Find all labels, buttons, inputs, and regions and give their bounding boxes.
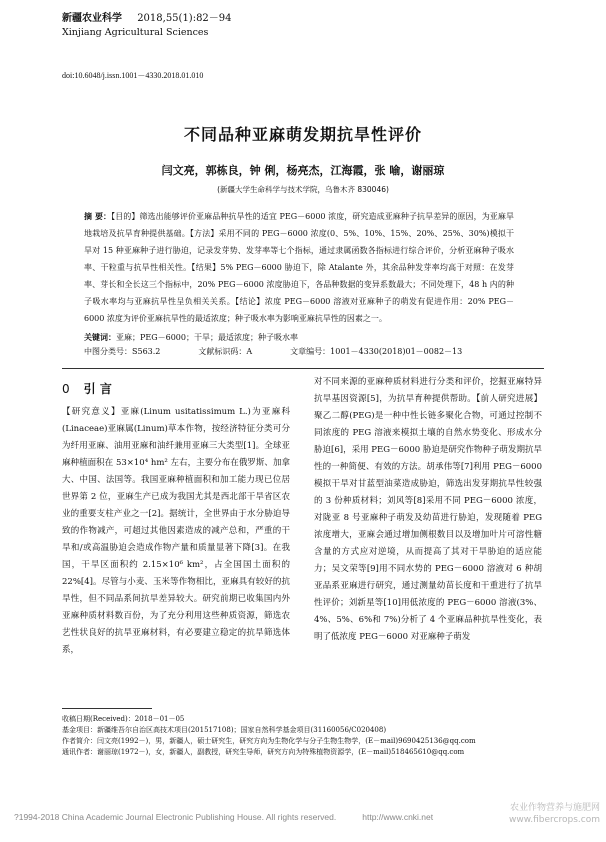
footnote-corresponding: 通讯作者：谢丽琼(1972－)，女，新疆人，副教授，研究生导师，研究方向为特殊植物资源学，(E－mail)518465610@qq.com xyxy=(62,748,465,756)
footnote-received: 收稿日期(Received)：2018－01－05 xyxy=(62,715,185,723)
keywords-text: 亚麻；PEG－6000；干旱；最适浓度；种子吸水率 xyxy=(116,333,298,342)
section-number: 0 xyxy=(62,382,70,396)
keywords-label: 关键词： xyxy=(84,332,116,342)
abstract-text: 【目的】筛选出能够评价亚麻品种抗旱性的适宜 PEG－6000 浓度，研究造成亚麻种子抗旱差异的原因，为亚麻旱地栽培及抗旱育种提供基础。【方法】采用不同的 PEG－6000 浓度(0、5%、10%、15%、20%、25%、30%)模拟干旱对 15 种亚麻种子进行胁迫，记录发芽势、发芽率等七个指标，通过隶属函数各指标进行综合评价，分析亚麻种子吸水率、干粒重与抗旱性相关性。【结果】5% PEG－6000 胁迫下，除 Atalante 外，其余品种发芽率均高于对照：在发芽率、芽长和全长这三个指标中，20% PEG－6000 浓度胁迫下，各品种数据的变异系数最大；不同处理下，48 h 内的种子吸水率均与亚麻抗旱性呈负相关关系。【结论】浓度 PEG－6000 溶液对亚麻种子的萌发有促进作用：20% PEG－6000 浓度为评价亚麻抗旱性的最适浓度；种子吸水率为影响亚麻抗旱性的因素之一。 xyxy=(84,212,514,323)
clc-label: 中图分类号： xyxy=(84,347,132,356)
paper-title: 不同品种亚麻萌发期抗旱性评价 xyxy=(183,125,422,144)
footnotes xyxy=(62,714,552,758)
body-right-column: 对不同来源的亚麻种质材料进行分类和评价，挖掘亚麻特异抗旱基因资源[5]，为抗旱育种提供帮助。【前人研究进展】聚乙二醇(PEG)是一种中性长链多聚化合物，可通过控制不同浓度的 PEG 溶液来模拟土壤的自然水势变化、形成水分胁迫[6]，采用 PEG－6000 胁迫是研究作物种子萌发期抗旱性的一种简便、有效的方法。胡承伟等[7]利用 PEG－6000 模拟干旱对甘蓝型油菜造成胁迫，筛选出发芽期抗旱性较强的 3 份种质材料；刘风等[8]采用不同 PEG－6000 浓度，对陇亚 8 号亚麻种子萌发及幼苗进行胁迫，发现随着 PEG 浓度增大，亚麻会通过增加侧根数目以及增加叶片可溶性糖含量的方式应对逆境，从而提高了其对干旱胁迫的适应能力；吴文荣等[9]用不同水势的 PEG－6000 溶液对 6 种胡亚品系亚麻进行研究，通过测量幼苗长度和干重进行了抗旱性评价；刘新星等[10]用低浓度的 PEG－6000 溶液(3%、4%、5%、6%和 7%)分析了 4 个亚麻品种抗旱性变化，表明了低浓度 PEG－6000 对亚麻种子萌发 xyxy=(314,377,542,642)
watermark-line-2: www.fibercrops.com xyxy=(509,815,600,825)
section-title: 引 言 xyxy=(83,382,112,396)
journal-volume: 2018,55(1):82－94 xyxy=(137,13,232,24)
clc-value: S563.2 xyxy=(132,347,161,356)
journal-name-en: Xinjiang Agricultural Sciences xyxy=(62,27,209,38)
section-heading xyxy=(62,380,112,397)
article-id-label: 文章编号： xyxy=(290,347,331,356)
abstract xyxy=(84,208,514,327)
copyright-text: ?1994-2018 China Academic Journal Electronic Publishing House. All rights reserved. xyxy=(14,812,337,822)
journal-name-cn: 新疆农业科学 xyxy=(62,13,122,24)
author-list: 闫文亮，郭栋良，钟 俐，杨亮杰，江海霞，张 喻，谢丽琼 xyxy=(161,164,445,177)
page-footer xyxy=(14,812,594,822)
footnote-divider xyxy=(62,708,152,709)
source-url[interactable]: http://www.cnki.net xyxy=(362,812,434,822)
keywords xyxy=(84,330,524,345)
affiliation: (新疆大学生命科学与技术学院，乌鲁木齐 830046) xyxy=(217,185,389,194)
header-divider xyxy=(62,368,544,369)
classification-line xyxy=(84,345,524,359)
journal-header xyxy=(62,12,232,40)
doc-code-label: 文献标识码： xyxy=(198,347,247,356)
doi: doi:10.6048/j.issn.1001－4330.2018.01.010 xyxy=(62,71,204,80)
site-watermark xyxy=(509,802,600,826)
watermark-line-1: 农业作物营养与施肥网 xyxy=(509,803,600,813)
body-left-column: 【研究意义】亚麻(Linum usitatissimum L.)为亚麻科(Linaceae)亚麻属(Linum)草本作物，按经济特征分类可分为纤用亚麻、油用亚麻和油纤兼用亚麻三大类型[1]。全球亚麻种植面积在 53×10⁴ hm² 左右，主要分布在俄罗斯、加拿大、中国、法国等。我国亚麻种植面积和加工能力现已位居世界第 2 位，亚麻生产已成为我国尤其是西北部干旱省区农业的重要支柱产业之一[2]。据统计，全世界由于水分胁迫导致的作物减产，可超过其他因素造成的减产总和，严重的干旱和/或高温胁迫会造成作物产量和质量显著下降[3]。在我国，干旱区面积约 2.15×10⁶ km²，占全国国土面积的 22%[4]。尽管与小麦、玉米等作物相比，亚麻具有较好的抗旱性，但不同品系间抗旱差异较大。研究前期已收集国内外亚麻种质材料数百份，为了充分利用这些种质资源，筛选农艺性状良好的抗旱亚麻材料，有必要建立稳定的抗旱筛选体系， xyxy=(62,407,290,655)
doc-code-value: A xyxy=(246,347,253,356)
abstract-label: 摘 要： xyxy=(84,211,112,221)
footnote-author: 作者简介：闫文亮(1992－)，男，新疆人，硕士研究生，研究方向为生物化学与分子生物生物学，(E－mail)9690425136@qq.com xyxy=(62,737,476,745)
footnote-funding: 基金项目：新疆维吾尔自治区高技术项目(201517108)；国家自然科学基金项目(31160056/C020408) xyxy=(62,726,387,734)
article-id-value: 1001－4330(2018)01－0082－13 xyxy=(330,347,463,356)
